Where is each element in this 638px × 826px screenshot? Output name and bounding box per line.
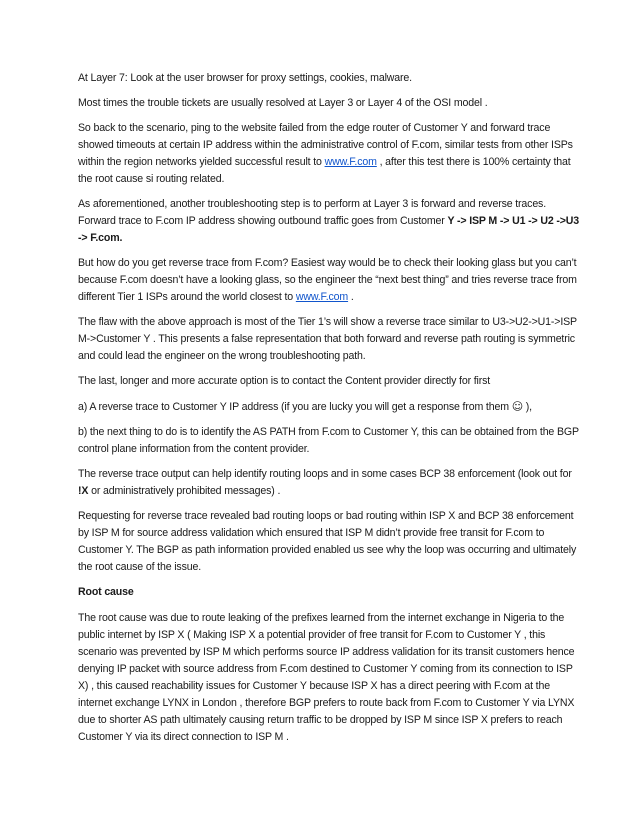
prohibited-code: !X: [78, 485, 89, 497]
paragraph-findings: Requesting for reverse trace revealed bad routing loops or bad routing within ISP X and BCP 38 enforcement by ISP M for source address validation which ensured that ISP M didn’t provide free transit for F.com to Customer Y. The BGP as path information provided enabled us see why the loop was occurring and ultimately the root cause of the issue.: [78, 510, 577, 573]
paragraph-reverse-trace: [78, 255, 582, 306]
option-a-text: a) A reverse trace to Customer Y IP address (if you are lucky you will get a response from them: [78, 401, 512, 413]
reverse-output-text-a: The reverse trace output can help identify routing loops and in some cases BCP 38 enforcement (look out for: [78, 468, 572, 480]
paragraph-scenario: [78, 120, 582, 188]
smiley-icon: ☺: [511, 400, 524, 413]
paragraph-flaw: The flaw with the above approach is most of the Tier 1’s will show a reverse trace similar to U3->U2->U1->ISP M->Customer Y . This presents a false representation that both forward and reverse path routing is symmetric and could lead the engineer on the wrong troubleshooting path.: [78, 316, 577, 362]
paragraph-forward-trace: [78, 196, 582, 247]
forward-trace-path: Y -> ISP M -> U1 -> U2 ->U3 -> F.com.: [78, 215, 580, 244]
reverse-trace-text-b: .: [348, 291, 354, 303]
paragraph-option-b: b) the next thing to do is to identify the AS PATH from F.com to Customer Y, this can be obtained from the BGP control plane information from the content provider.: [78, 426, 579, 455]
paragraph-root-cause: The root cause was due to route leaking of the prefixes learned from the internet exchange in Nigeria to the public internet by ISP X ( Making ISP X a potential provider of free transit for F.com to Customer Y , this scenario was prevented by ISP M which performs source IP address validation for its transit customers hence denying IP packet with source address from F.com destined to Customer Y coming from its connection to ISP X) , this caused reachability issues for Customer Y because ISP X has a direct peering with F.com at the internet exchange LYNX in London , therefore BGP prefers to route back from F.com to Customer Y via LYNX due to shorter AS path ultimately causing return traffic to be dropped by ISP M since ISP X prefers to reach Customer Y via its direct connection to ISP M .: [78, 612, 575, 743]
fcom-link-2[interactable]: www.F.com: [295, 291, 349, 303]
reverse-trace-text-a: But how do you get reverse trace from F.com? Easiest way would be to check their looking glass but you can’t because F.com doesn’t have a looking glass, so the engineer the “next best thing” and tries reverse trace from different Tier 1 ISPs around the world closest to: [78, 257, 577, 303]
forward-trace-text: As aforementioned, another troubleshooting step is to perform at Layer 3 is forward and reverse traces. Forward trace to F.com IP address showing outbound traffic goes from Customer: [78, 198, 546, 227]
section-heading-root-cause: Root cause: [78, 586, 134, 598]
paragraph-option-a: [78, 398, 582, 416]
paragraph-reverse-output: [78, 466, 582, 500]
reverse-output-text-b: or administratively prohibited messages) .: [88, 485, 281, 497]
paragraph-layer7: At Layer 7: Look at the user browser for proxy settings, cookies, malware.: [78, 72, 412, 84]
option-a-end: ),: [523, 401, 532, 413]
paragraph-last-option: The last, longer and more accurate option is to contact the Content provider directly for first: [78, 375, 491, 387]
paragraph-layer3-layer4: Most times the trouble tickets are usually resolved at Layer 3 or Layer 4 of the OSI model .: [78, 97, 488, 109]
scenario-text-b: , after this test there is 100% certainty that the root cause si routing related.: [78, 156, 571, 185]
fcom-link[interactable]: www.F.com: [324, 156, 377, 168]
scenario-text-a: So back to the scenario, ping to the website failed from the edge router of Customer Y and forward trace showed timeouts at certain IP address within the administrative control of F.com, similar tests from other ISPs within the region networks yielded successful result to: [78, 122, 573, 168]
